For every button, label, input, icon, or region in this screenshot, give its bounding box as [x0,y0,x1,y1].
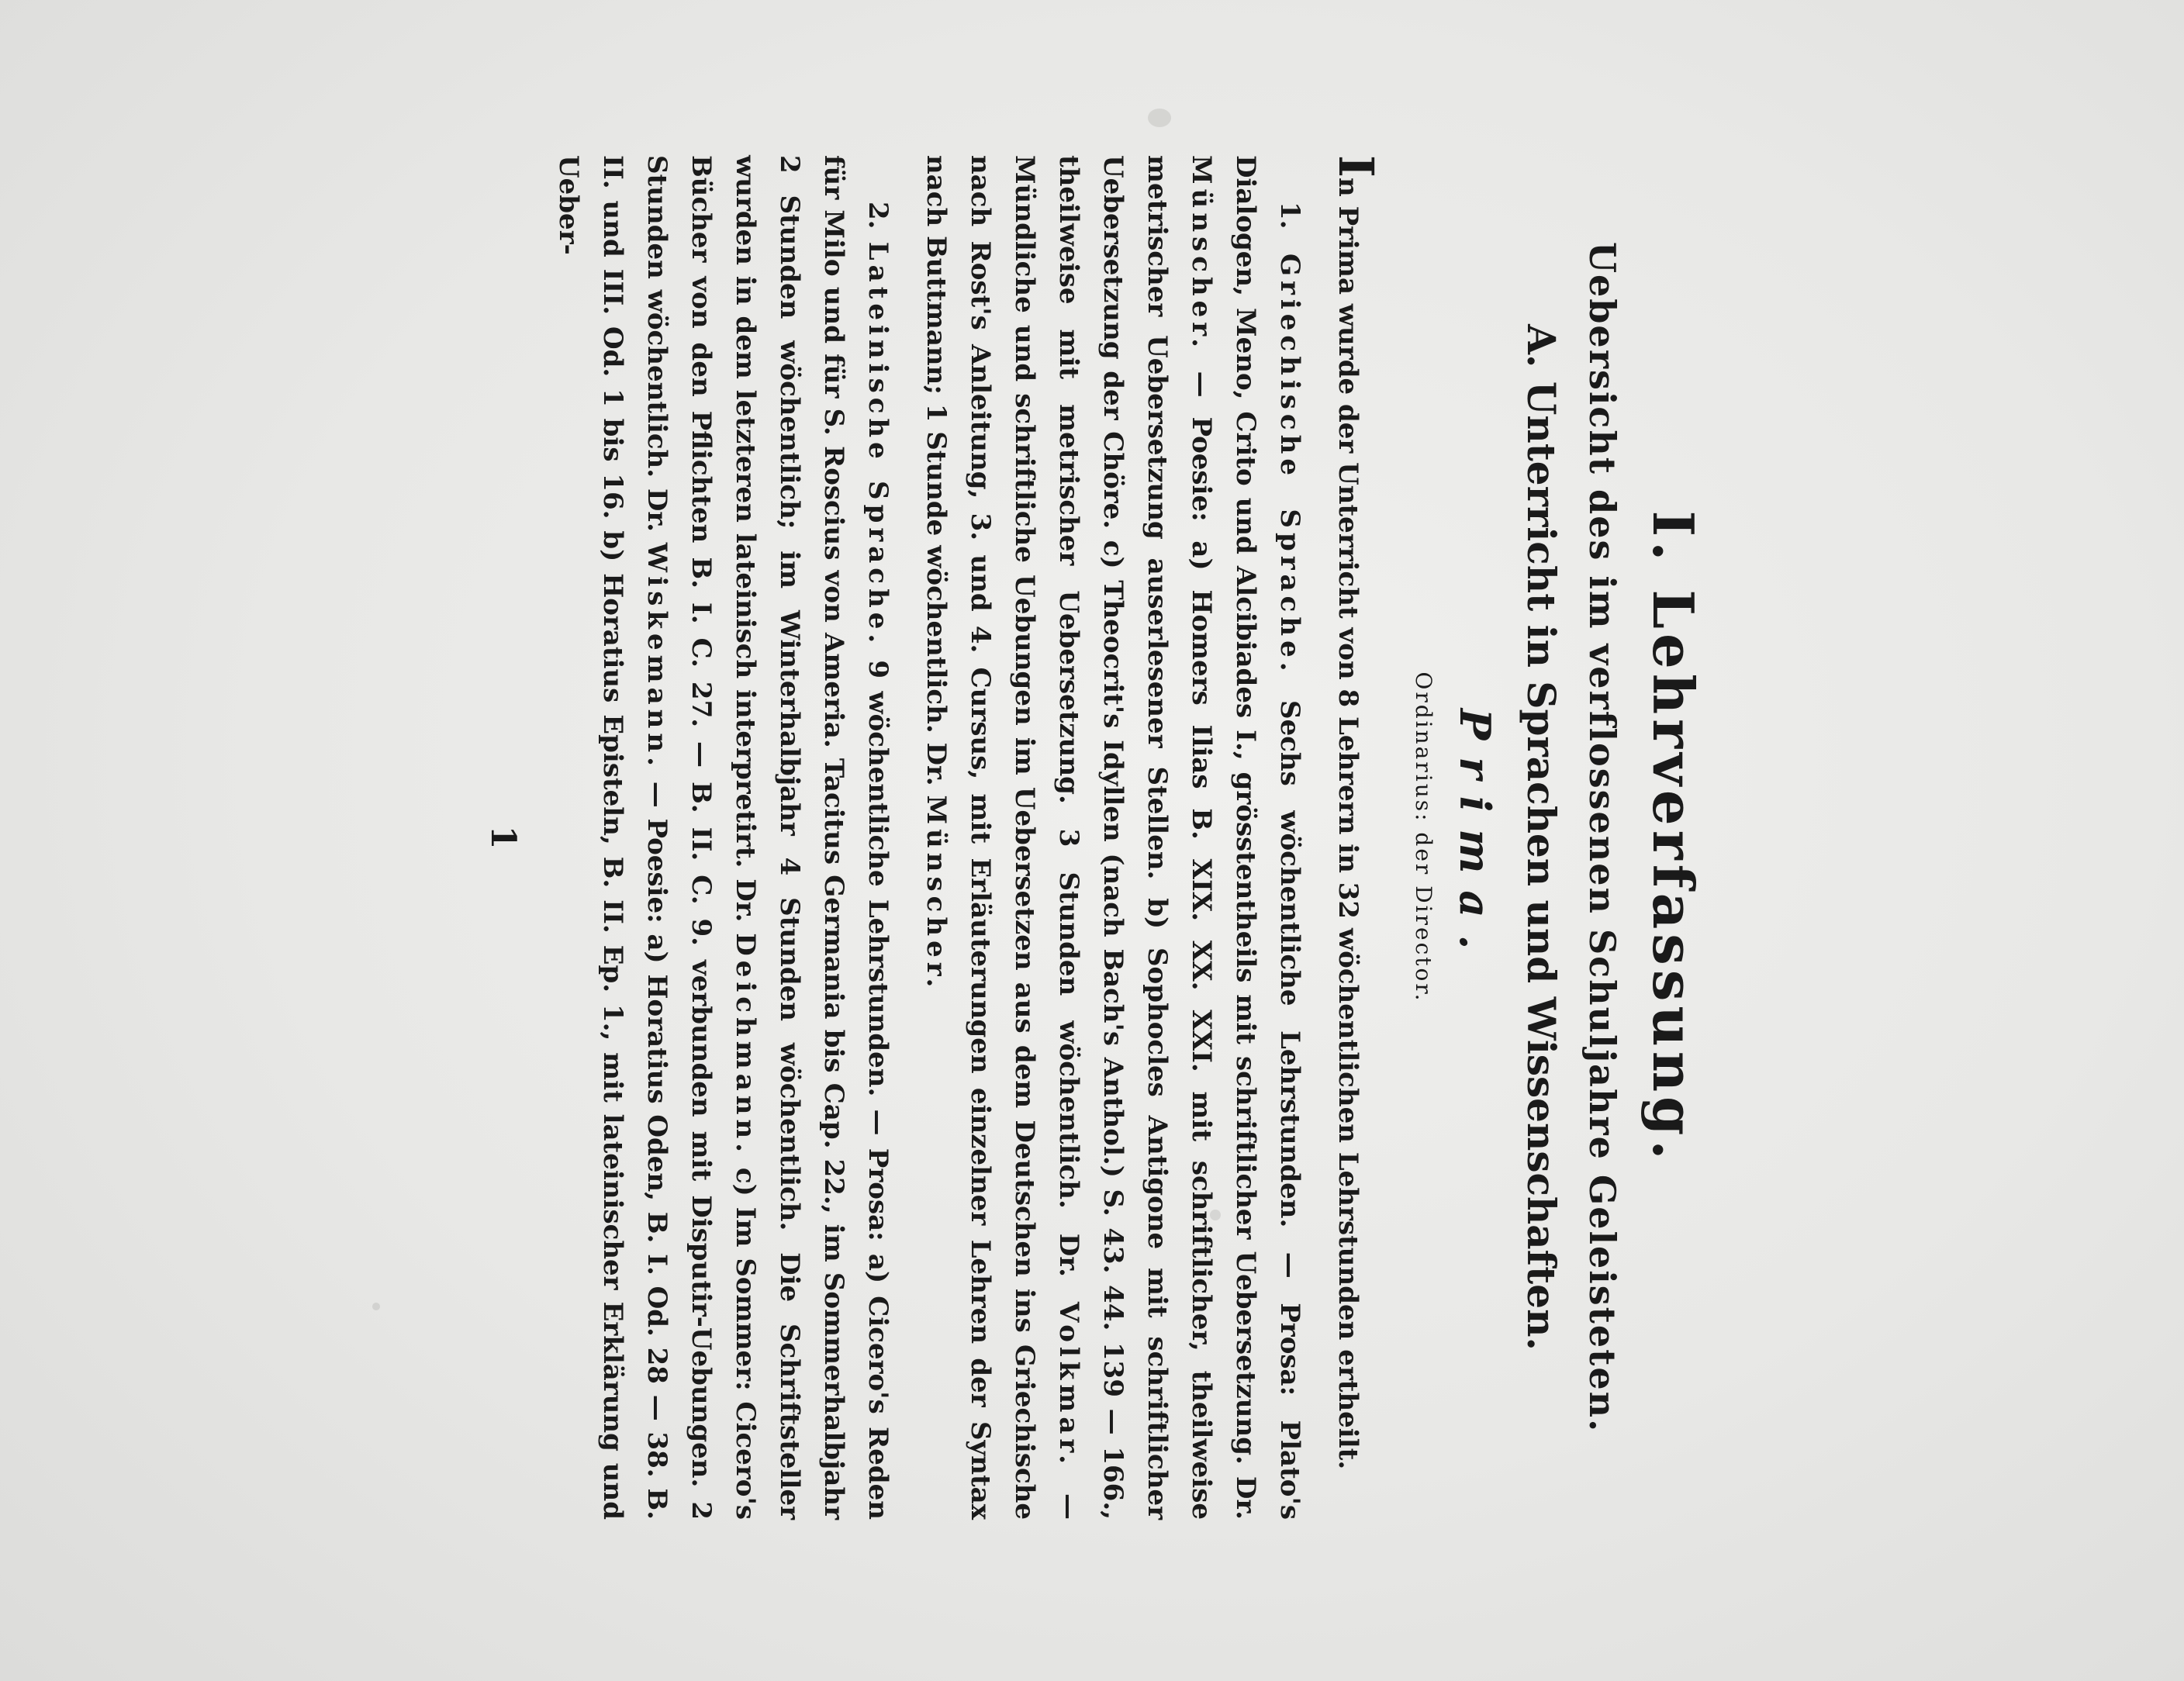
para2-text-3: — Poesie: a) Horatius Oden, B. I. Od. 28 — 38. B. II. und III. Od. 1 bis 16. b) Horatius Episteln, B. II. Ep. 1., mit lateinischer Erklärung und Ueber- [553,155,672,1520]
greek-paragraph [914,155,1311,1520]
class-title: Prima. [1450,708,1500,967]
chapter-title: I. Lehrverfassung. [1640,510,1706,1165]
para1-lead: 1. [1274,202,1305,254]
para2-subject: Lateinische Sprache. [862,241,893,648]
subtitle: Uebersicht des im verflossenen Schuljahre Geleisteten. [1581,241,1623,1434]
para2-lead: 2. [862,202,893,242]
ordinarius-line: Ordinarius: der Director. [1411,671,1436,1003]
page-number: 1 [483,825,523,850]
para1-text: Sechs wöchentliche Lehrstunden. — Prosa: Plato's Dialogen, Meno, Crito und Alcibiades I., grösstentheils mit schriftlicher Uebersetzung. Dr. [1230,155,1305,1520]
text-block [483,155,1706,1520]
section-title: A. Unterricht in Sprachen und Wissenschaften. [1519,324,1564,1351]
intro-text: n Prima wurde der Unterricht von 8 Lehrern in 32 wöchentlichen Lehrstunden ertheilt. [1332,178,1363,1470]
para1-subject: Griechische Sprache. [1274,253,1305,676]
para2-text: 9 wöchentliche Lehrstunden. — Prosa: a) Cicero's Reden für Milo und für S. Roscius von Ameria. Tacitus Germania bis Cap. 22., im Sommerhalbjahr 2 Stunden wöchentlich; im Winterhalbjahr 4 Stunden wöchentlich. Die Schriftsteller wurden in dem letzteren lateinisch interpretirt. Dr. [730,155,893,1520]
para1-teacher-2: Volkmar. [1053,1301,1084,1469]
intro-paragraph [1325,155,1384,1520]
rotated-page-content [357,0,1737,1681]
para1-text-3: — Mündliche und schriftliche Uebungen im Uebersetzen aus dem Deutschen ins Griechische nach Rost's Anleitung, 3. und 4. Cursus, mit Erläuterungen einzelner Lehren der Syntax nach Buttmann; 1 Stunde wöchentlich. Dr. [921,155,1084,1520]
para2-teacher-1: Deichmann. [730,933,761,1158]
para1-teacher-1: Münscher. [1186,155,1217,352]
para2-teacher-2: Wiskemann. [641,542,672,771]
para1-teacher-3: Münscher. [921,795,952,992]
latin-paragraph [546,155,900,1520]
drop-cap: I [1328,155,1384,178]
para1-text-2: — Poesie: a) Homers Ilias B. XIX. XX. XXI. mit schriftlicher, theilweise metrischer Uebersetzung auserlesener Stellen. b) Sophocles Antigone mit schriftlicher Uebersetzung der Chöre. c) Theocrit's Idyllen (nach Bach's Anthol.) S. 43. 44. 139 — 166., theilweise mit metrischer Uebersetzung. 3 Stunden wöchentlich. Dr. [1053,155,1217,1520]
para2-text-2: c) Im Sommer: Cicero's Bücher von den Pflichten B. I. C. 27. — B. II. C. 9. verbunden mit Disputir-Uebungen. 2 Stunden wöchentlich. Dr. [641,155,761,1520]
